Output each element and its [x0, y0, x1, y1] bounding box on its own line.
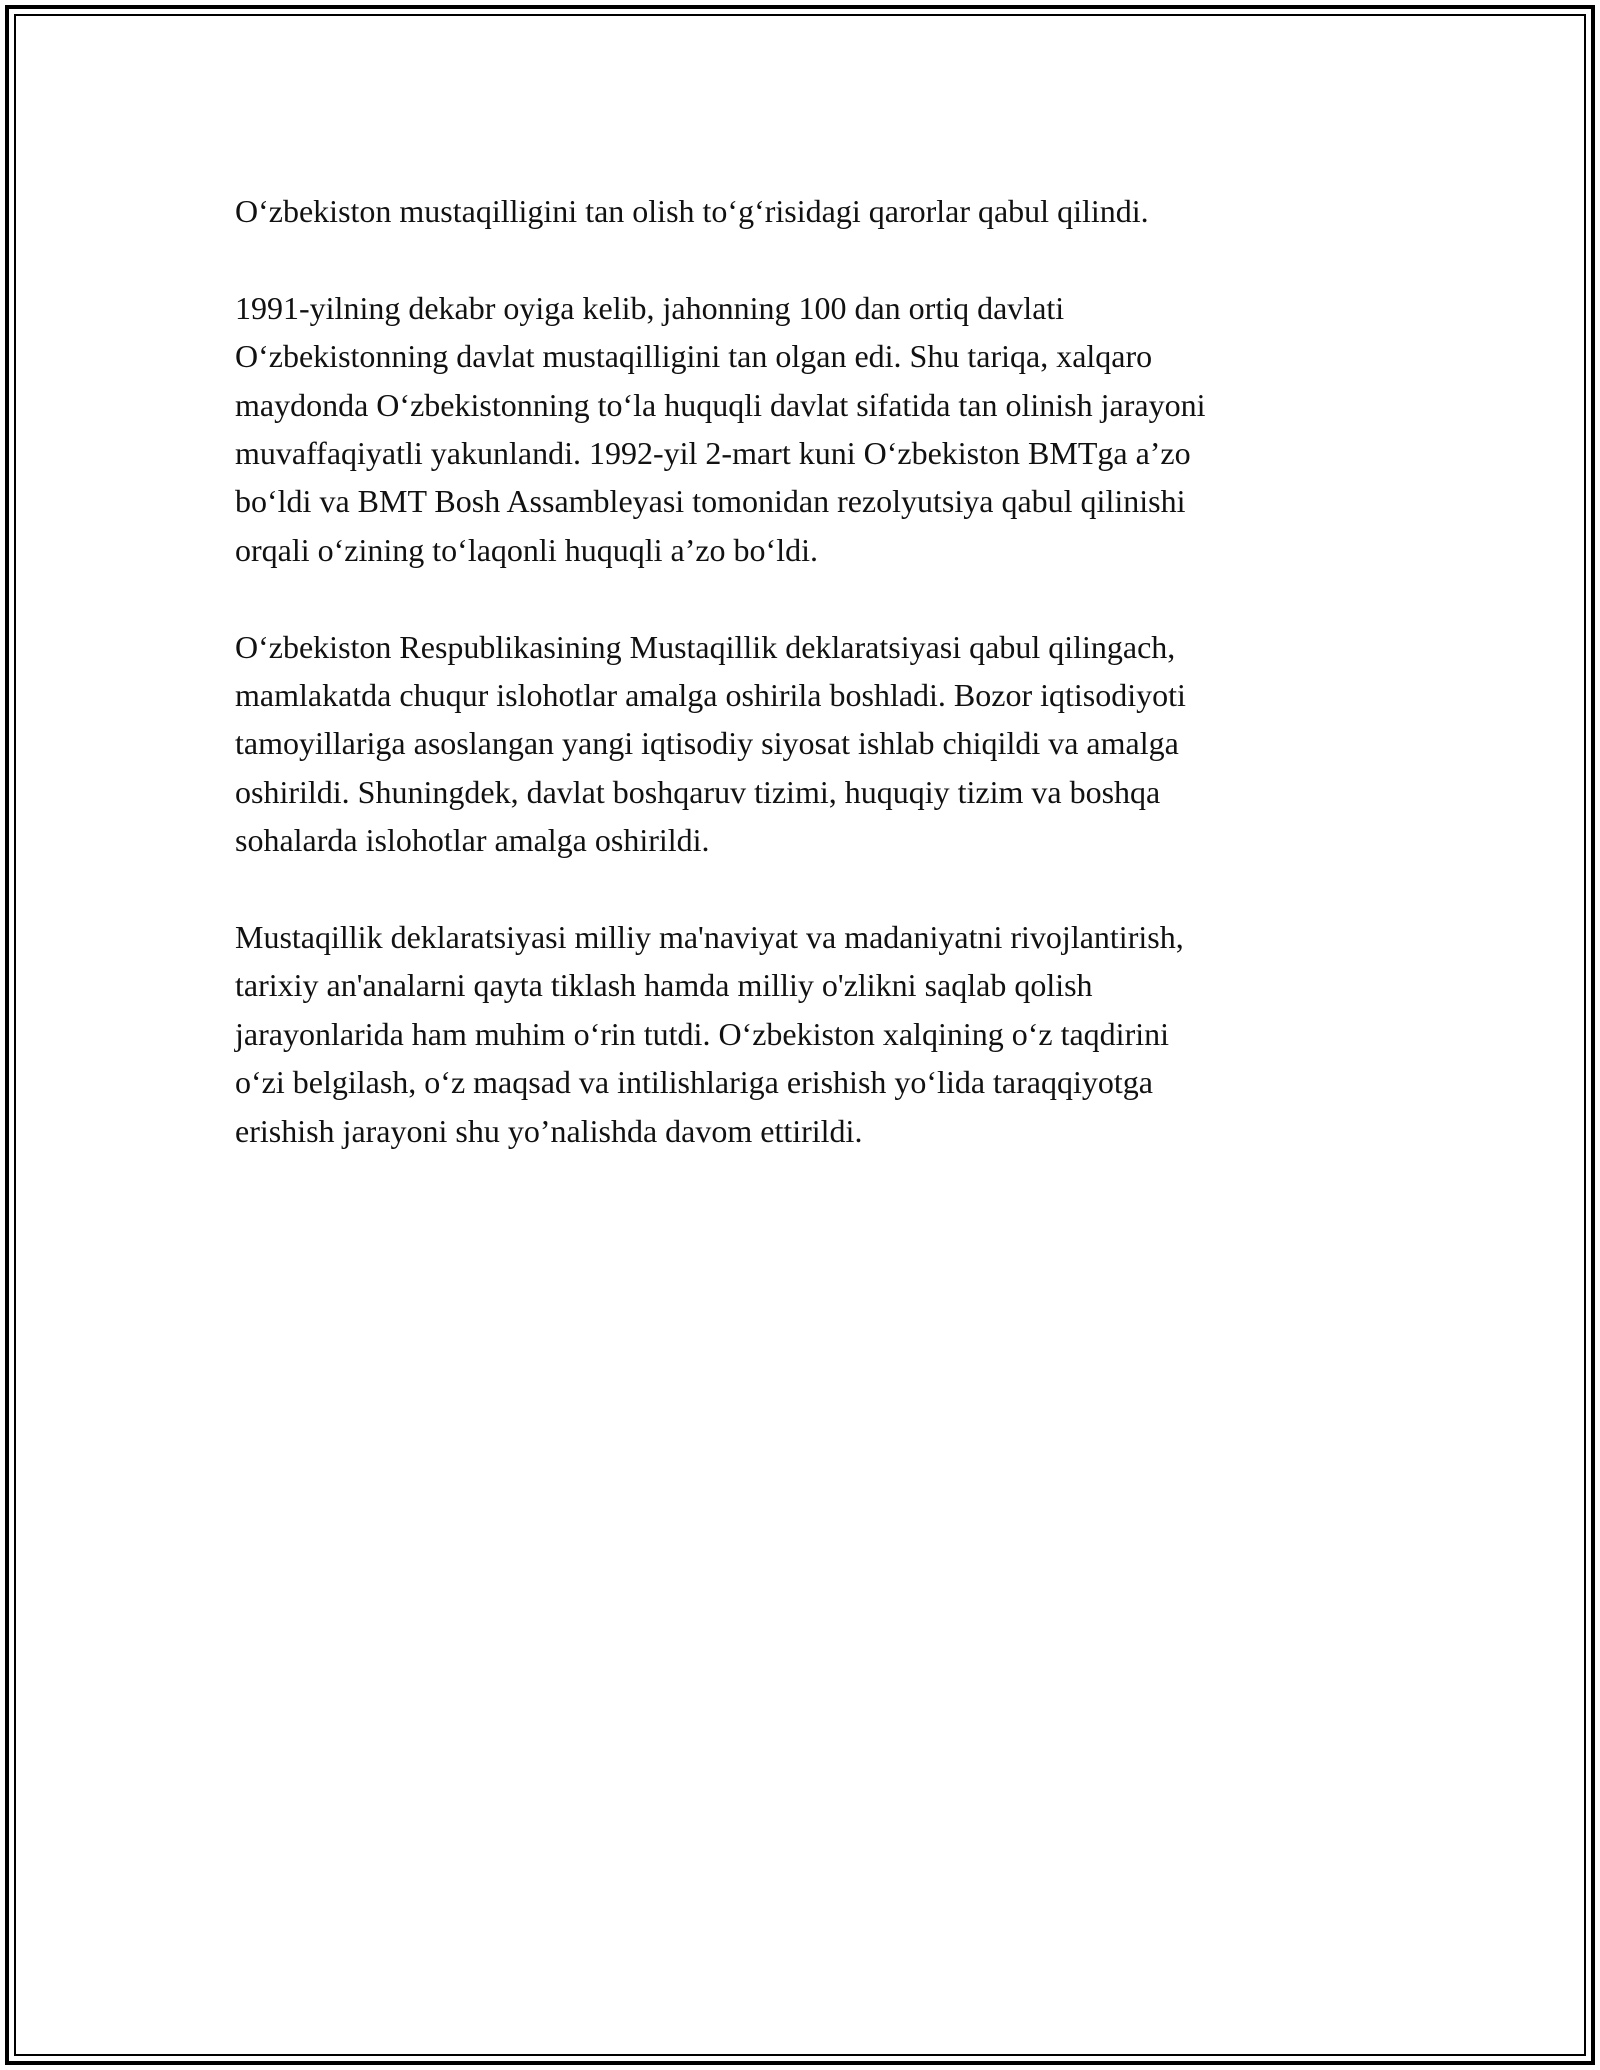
text-line: muvaffaqiyatli yakunlandi. 1992-yil 2-mart kuni O‘zbekiston BMTga a’zo [235, 435, 1191, 472]
text-line: bo‘ldi va BMT Bosh Assambleyasi tomonidan rezolyutsiya qabul qilinishi [235, 483, 1186, 520]
text-line: O‘zbekistonning davlat mustaqilligini tan olgan edi. Shu tariqa, xalqaro [235, 338, 1153, 375]
text-line: tarixiy an'analarni qayta tiklash hamda milliy o'zlikni saqlab qolish [235, 967, 1093, 1004]
text-line: mamlakatda chuqur islohotlar amalga oshirila boshladi. Bozor iqtisodiyoti [235, 677, 1186, 714]
text-line: erishish jarayoni shu yo’nalishda davom ettirildi. [235, 1112, 863, 1149]
text-line: oshirildi. Shuningdek, davlat boshqaruv tizimi, huquqiy tizim va boshqa [235, 773, 1161, 810]
text-line: O‘zbekiston mustaqilligini tan olish to‘g‘risidagi qarorlar qabul qilindi. [235, 193, 1149, 229]
text-line: jarayonlarida ham muhim o‘rin tutdi. O‘zbekiston xalqining o‘z taqdirini [235, 1015, 1169, 1052]
paragraph-2 [235, 284, 1365, 574]
text-line: sohalarda islohotlar amalga oshirildi. [235, 822, 710, 859]
text-line: 1991-yilning dekabr oyiga kelib, jahonning 100 dan ortiq davlati [235, 289, 1065, 326]
text-line: tamoyillariga asoslangan yangi iqtisodiy siyosat ishlab chiqildi va amalga [235, 725, 1179, 762]
text-line: O‘zbekiston Respublikasining Mustaqillik deklaratsiyasi qabul qilingach, [235, 628, 1176, 665]
paragraph-3 [235, 623, 1365, 865]
text-line: Mustaqillik deklaratsiyasi milliy ma'naviyat va madaniyatni rivojlantirish, [235, 919, 1184, 956]
text-line: o‘zi belgilash, o‘z maqsad va intilishlariga erishish yo‘lida taraqqiyotga [235, 1064, 1153, 1101]
document-body [235, 187, 1365, 1203]
text-line: maydonda O‘zbekistonning to‘la huquqli davlat sifatida tan olinish jarayoni [235, 386, 1206, 423]
paragraph-1 [235, 187, 1365, 235]
text-line: orqali o‘zining to‘laqonli huquqli a’zo bo‘ldi. [235, 531, 818, 568]
paragraph-4 [235, 913, 1365, 1155]
